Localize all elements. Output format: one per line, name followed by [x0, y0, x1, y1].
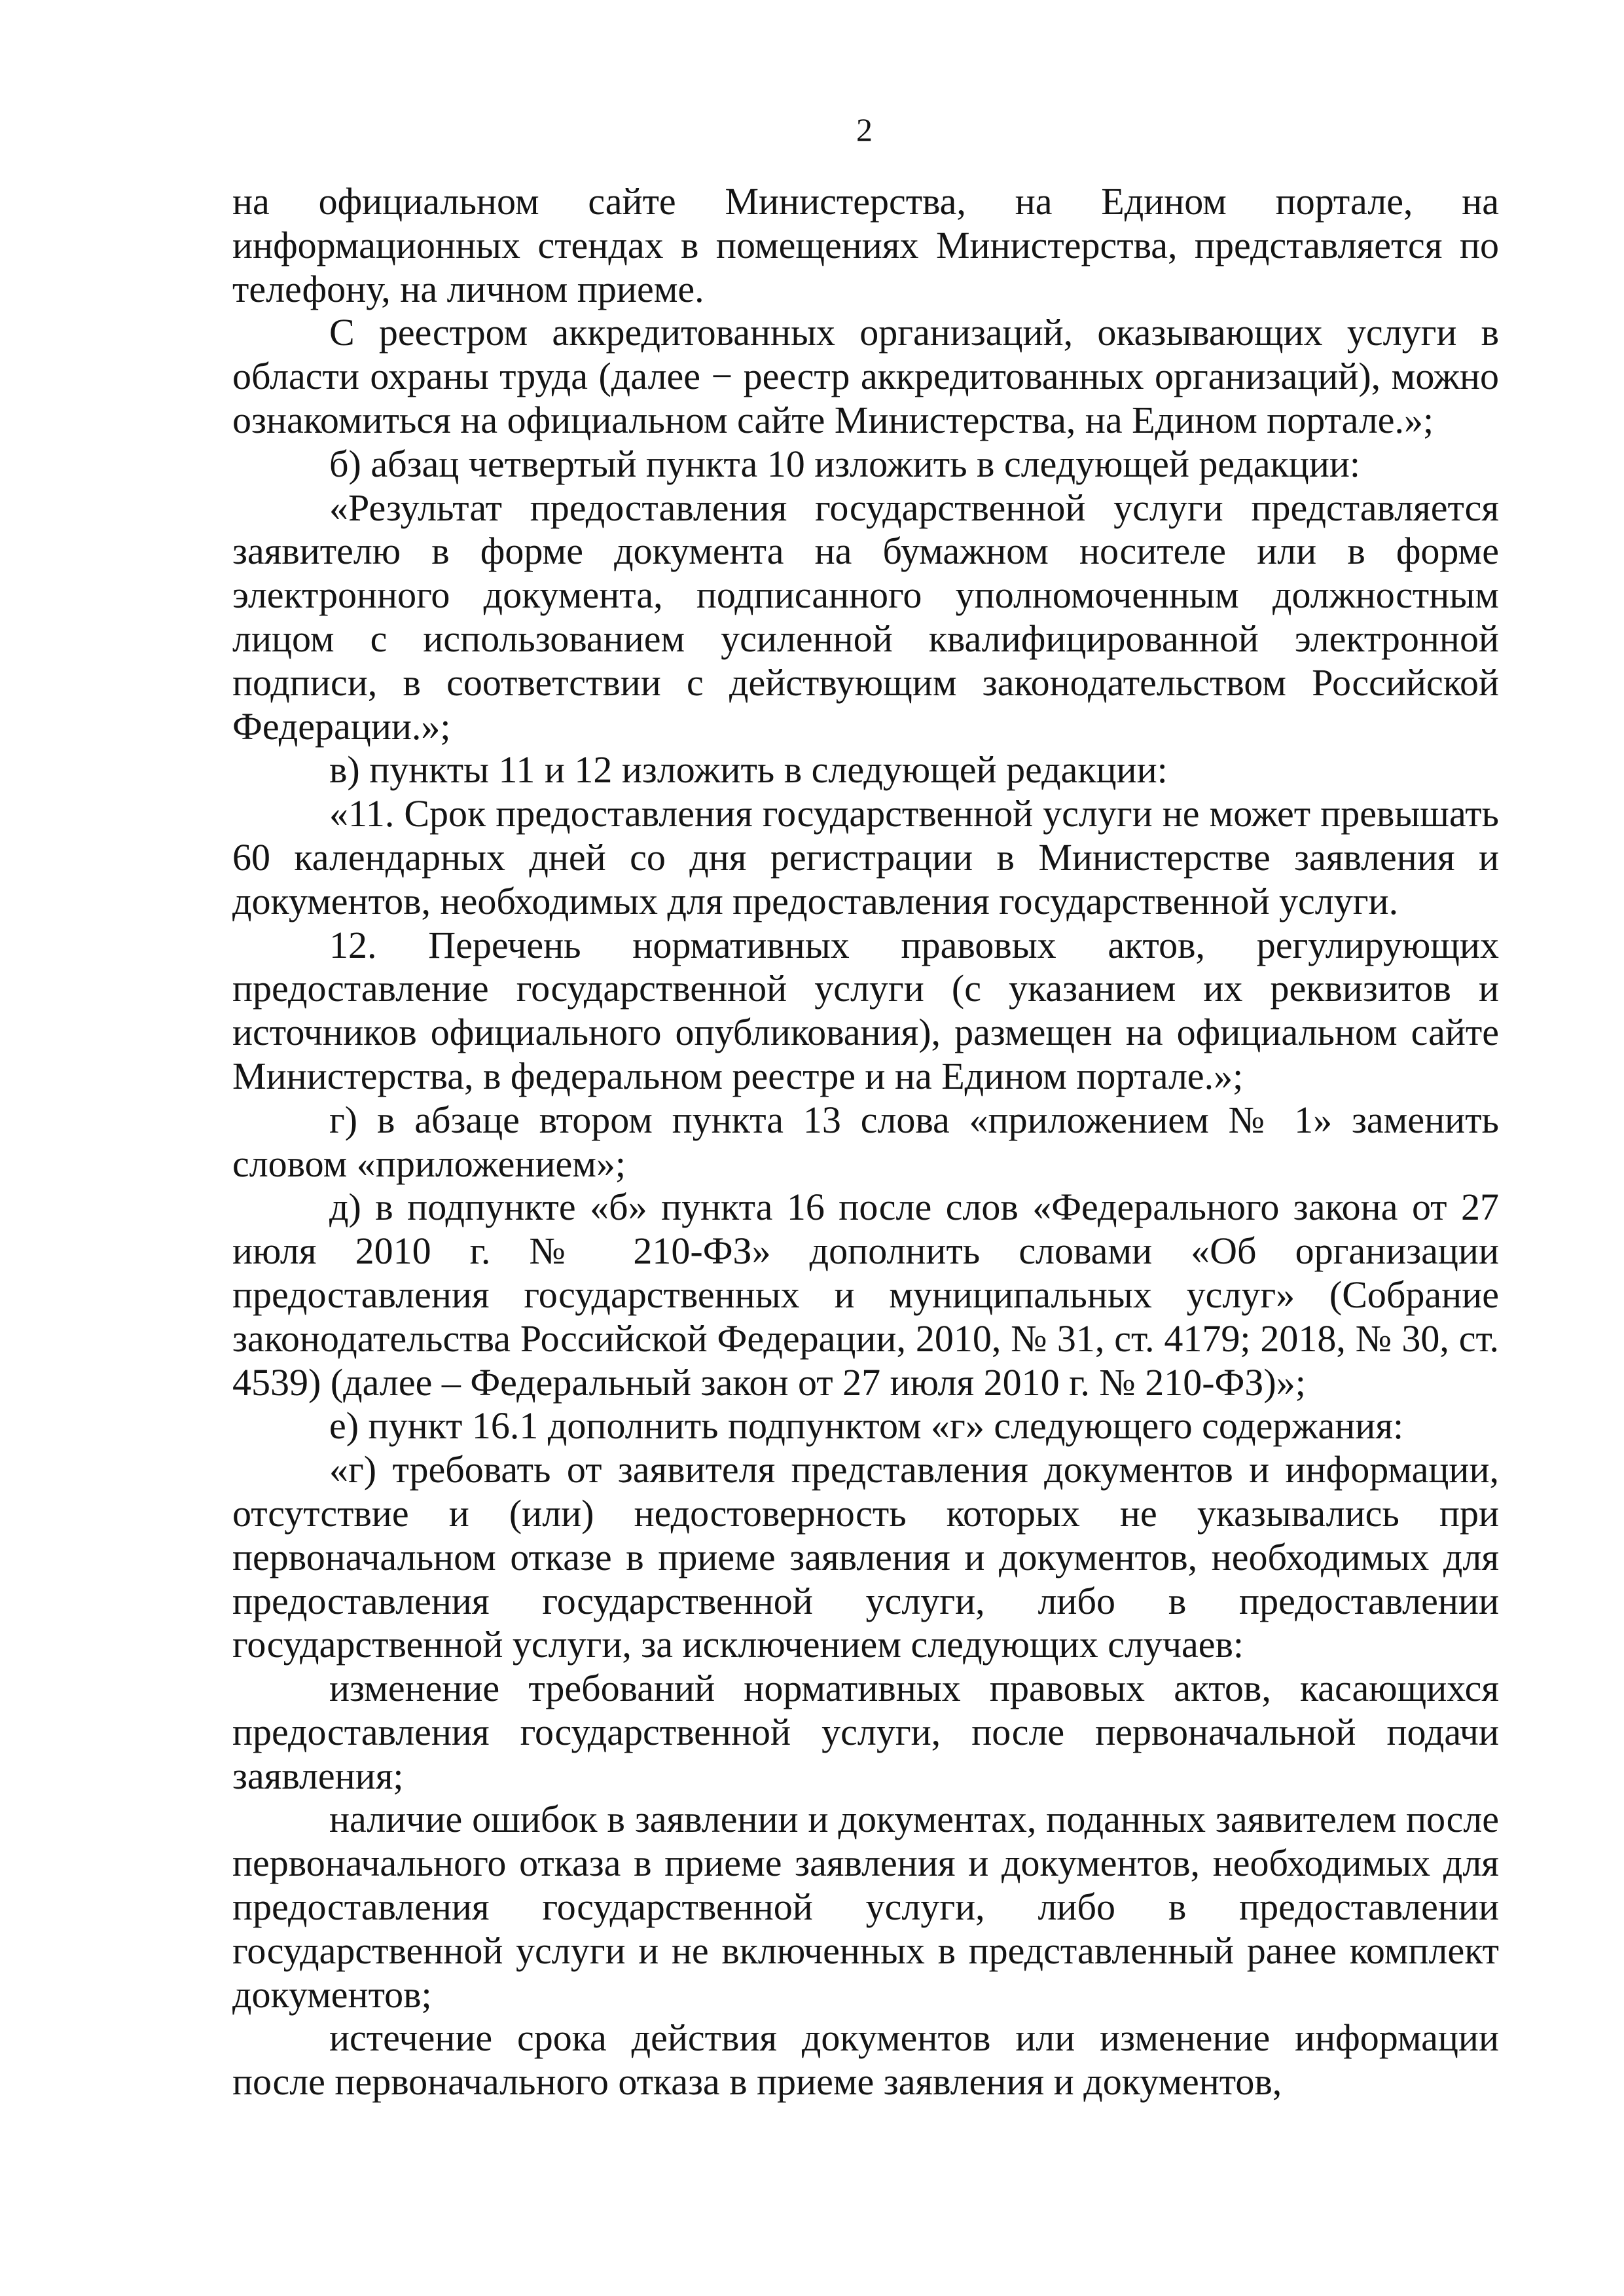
paragraph-case-errors: наличие ошибок в заявлении и документах, поданных заявителем после первоначального отказа в приеме заявления и документов, необходимых для предоставления государственной услуги, либо в предоставлении государственной услуги и не включенных в представленный ранее комплект документов;: [232, 1798, 1499, 2016]
paragraph-case-expiry: истечение срока действия документов или изменение информации после первоначального отказа в приеме заявления и документов,: [232, 2016, 1499, 2104]
document-body: [232, 180, 1499, 2104]
page-number: 2: [856, 111, 873, 148]
paragraph-item-e: е) пункт 16.1 дополнить подпунктом «г» следующего содержания:: [329, 1404, 1404, 1448]
paragraph-item-g: г) в абзаце втором пункта 13 слова «приложением № 1» заменить словом «приложением»;: [232, 1098, 1499, 1185]
paragraph-result: «Результат предоставления государственной услуги представляется заявителю в форме документа на бумажном носителе или в форме электронного документа, подписанного уполномоченным должностным лицом с использованием усиленной квалифицированной электронной подписи, в соответствии с действующим законодательством Российской Федерации.»;: [232, 486, 1499, 748]
paragraph-item-v: в) пункты 11 и 12 изложить в следующей редакции:: [329, 748, 1168, 792]
paragraph-point-11: «11. Срок предоставления государственной услуги не может превышать 60 календарных дней со дня регистрации в Министерстве заявления и документов, необходимых для предоставления государственной услуги.: [232, 792, 1499, 922]
paragraph-registry: С реестром аккредитованных организаций, оказывающих услуги в области охраны труда (далее − реестр аккредитованных организаций), можно ознакомиться на официальном сайте Министерства, на Едином портале.»;: [232, 311, 1499, 441]
paragraph-continuation: на официальном сайте Министерства, на Едином портале, на информационных стендах в помещениях Министерства, представляется по телефону, на личном приеме.: [232, 180, 1499, 310]
paragraph-subitem-g: «г) требовать от заявителя представления документов и информации, отсутствие и (или) недостоверность которых не указывались при первоначальном отказе в приеме заявления и документов, необходимых для предоставления государственной услуги, либо в предоставлении государственной услуги, за исключением следующих случаев:: [232, 1448, 1499, 1666]
paragraph-point-12: 12. Перечень нормативных правовых актов, регулирующих предоставление государственной услуги (с указанием их реквизитов и источников официального опубликования), размещен на официальном сайте Министерства, в федеральном реестре и на Едином портале.»;: [232, 923, 1499, 1097]
paragraph-item-d: д) в подпункте «б» пункта 16 после слов «Федерального закона от 27 июля 2010 г. № 210-ФЗ» дополнить словами «Об организации предоставления государственных и муниципальных услуг» (Собрание законодательства Российской Федерации, 2010, № 31, ст. 4179; 2018, № 30, ст. 4539) (далее – Федеральный закон от 27 июля 2010 г. № 210-ФЗ)»;: [232, 1186, 1499, 1404]
paragraph-case-requirements: изменение требований нормативных правовых актов, касающихся предоставления государственной услуги, после первоначальной подачи заявления;: [232, 1667, 1499, 1797]
paragraph-item-b: б) абзац четвертый пункта 10 изложить в следующей редакции:: [329, 442, 1361, 485]
